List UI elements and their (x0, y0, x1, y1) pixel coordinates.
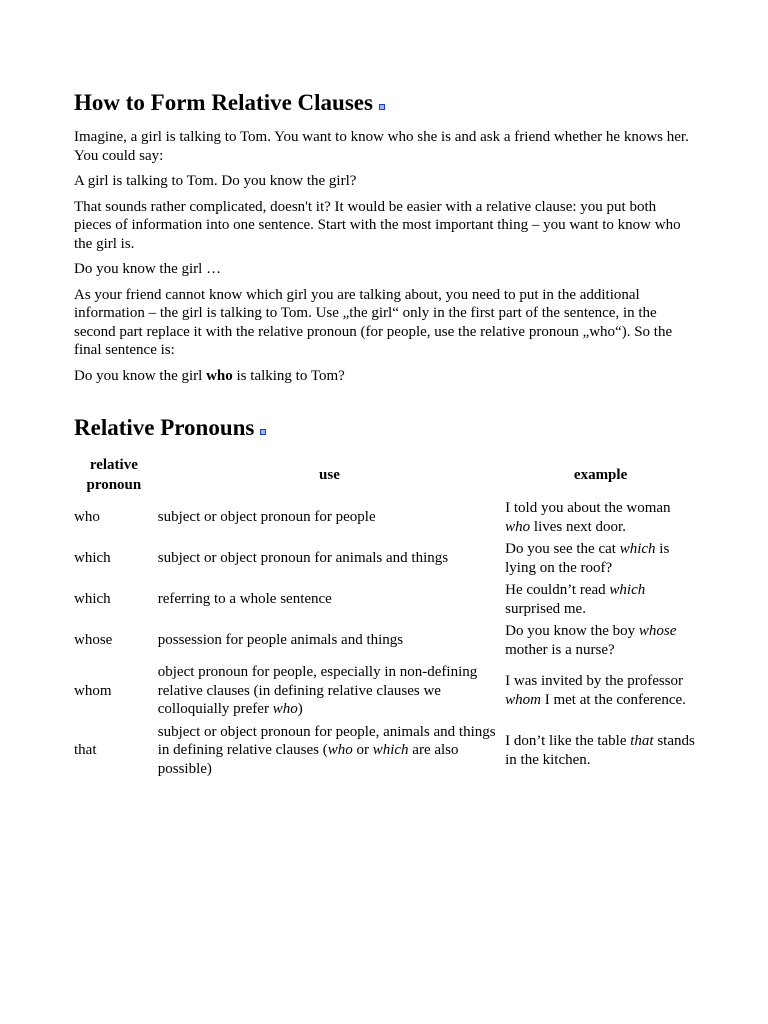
text-fragment: is talking to Tom? (232, 367, 345, 384)
text-fragment: Do you know the boy (505, 623, 639, 639)
header-use: use (319, 467, 340, 483)
header-example: example (573, 467, 628, 483)
cell-example (503, 721, 698, 781)
italic-pronoun: which (619, 541, 656, 557)
text-fragment: stands in the kitchen. (505, 733, 695, 768)
italic-pronoun: who (327, 742, 353, 759)
table-header-row (72, 453, 698, 497)
cell-pronoun: whose (74, 632, 113, 649)
cell-example (503, 620, 698, 661)
heading-text: How to Form Relative Clauses (74, 90, 373, 115)
text-fragment: subject or object pronoun for people, animals and things in defining relative clauses ( (157, 723, 496, 759)
text-fragment: ) (297, 701, 303, 717)
cell-use: referring to a whole sentence (157, 591, 332, 608)
text-fragment: I met at the conference. (540, 691, 686, 708)
section-heading-relative-clauses (74, 88, 694, 118)
italic-pronoun: which (372, 742, 409, 759)
cell-pronoun: which (74, 550, 111, 567)
cell-use (156, 721, 503, 781)
paragraph-partial-sentence: Do you know the girl … (74, 261, 222, 277)
paragraph-explanation: That sounds rather complicated, doesn't it? It would be easier with a relative clause: you put both pieces of information into one sentence. Start with the most important thing – you want to know who the girl is. (74, 198, 681, 252)
paragraph-final-sentence (74, 367, 694, 386)
bold-pronoun: who (206, 367, 233, 384)
pronoun-table (72, 453, 698, 781)
text-fragment: I was invited by the professor (505, 673, 684, 690)
cell-use: possession for people animals and things (157, 632, 404, 649)
cell-example (503, 538, 698, 579)
anchor-link-icon[interactable] (379, 104, 385, 110)
section-heading-relative-pronouns (74, 413, 694, 443)
text-fragment: Do you see the cat (505, 541, 620, 557)
table-row (72, 579, 698, 620)
cell-use: subject or object pronoun for people (157, 509, 376, 526)
cell-example (503, 497, 698, 538)
cell-use: subject or object pronoun for animals and things (157, 550, 449, 567)
paragraph-example-two-sentences: A girl is talking to Tom. Do you know the girl? (74, 173, 357, 189)
italic-pronoun: who (272, 701, 298, 717)
text-fragment: He couldn’t read (505, 582, 610, 598)
cell-pronoun: that (74, 742, 97, 759)
table-row (72, 721, 698, 781)
cell-pronoun: whom (74, 682, 112, 699)
text-fragment: mother is a nurse? (505, 641, 615, 658)
paragraph-additional-info: As your friend cannot know which girl you are talking about, you need to put in the additional information – the girl is talking to Tom. Use „the girl“ only in the first part of the sentence, in the second part replace it with the relative pronoun (for people, use the relative pronoun „who“). So the final sentence is: (74, 286, 673, 358)
cell-example (503, 579, 698, 620)
cell-pronoun: which (74, 591, 111, 608)
text-fragment: lives next door. (530, 518, 626, 535)
text-fragment: object pronoun for people, especially in non-defining relative clauses (in defining relative clauses we colloquially prefer (157, 664, 478, 717)
italic-pronoun: who (505, 518, 531, 535)
italic-pronoun: that (630, 733, 654, 749)
cell-use (156, 661, 503, 721)
table-row (72, 497, 698, 538)
text-fragment: surprised me. (505, 600, 586, 617)
text-fragment: Do you know the girl (74, 367, 207, 384)
cell-pronoun: who (74, 509, 100, 526)
heading-text: Relative Pronouns (74, 415, 255, 440)
italic-pronoun: whom (505, 691, 541, 708)
italic-pronoun: whose (638, 623, 677, 639)
text-fragment: are also possible) (157, 742, 459, 777)
table-row (72, 538, 698, 579)
paragraph-intro: Imagine, a girl is talking to Tom. You want to know who she is and ask a friend whether he knows her. You could say: (74, 129, 689, 164)
cell-example (503, 661, 698, 721)
text-fragment: is lying on the roof? (505, 541, 670, 576)
table-row (72, 661, 698, 721)
text-fragment: I told you about the woman (505, 500, 671, 516)
header-pronoun: relative pronoun (86, 457, 142, 493)
italic-pronoun: which (609, 582, 646, 598)
table-row (72, 620, 698, 661)
anchor-link-icon[interactable] (260, 429, 266, 435)
document-content (74, 88, 694, 781)
text-fragment: I don’t like the table (505, 733, 631, 749)
text-fragment: or (352, 742, 373, 759)
